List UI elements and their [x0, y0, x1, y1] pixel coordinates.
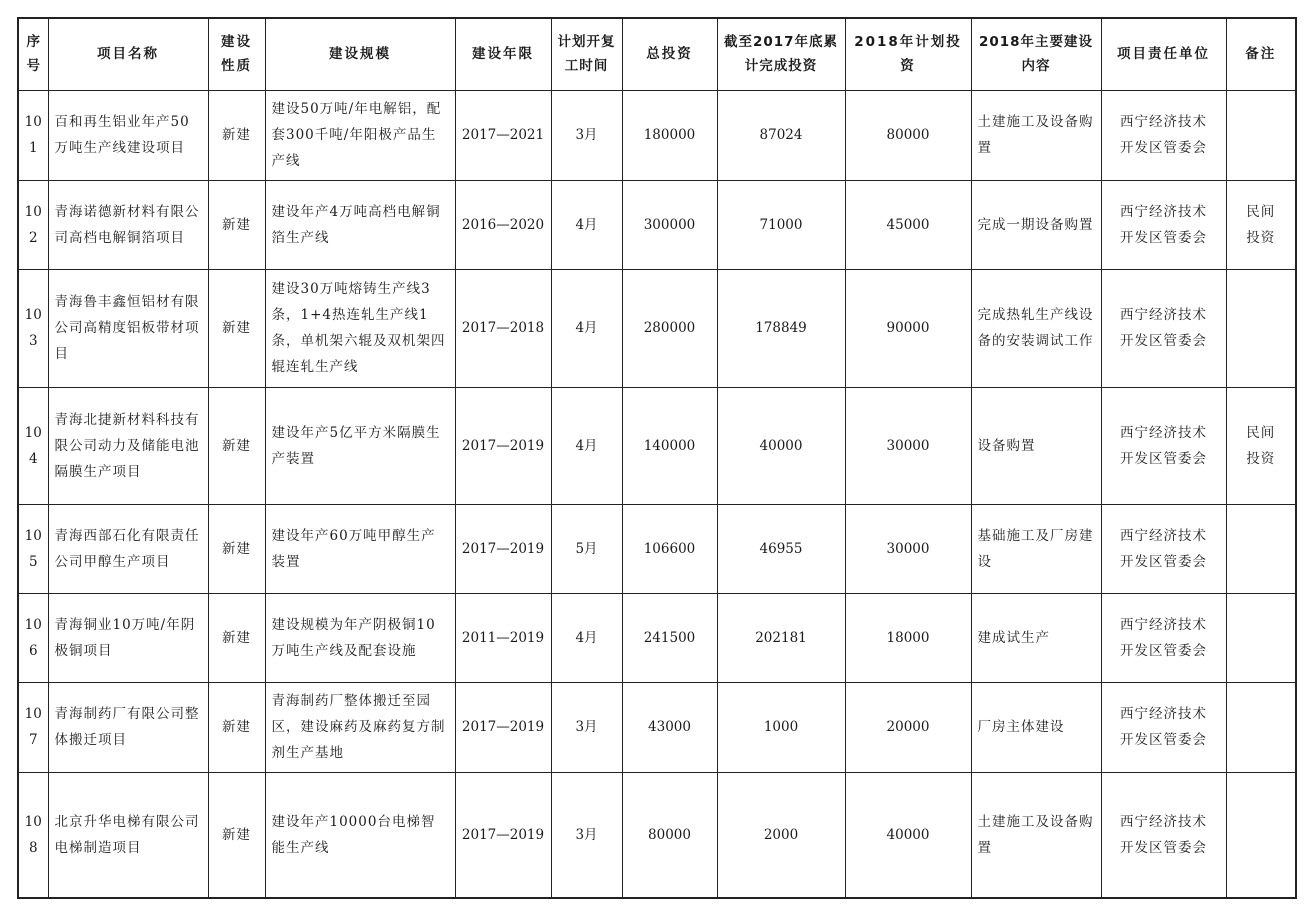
- scale-cell: 建设年产60万吨甲醇生产装置: [265, 504, 455, 593]
- scale-cell: 建设年产10000台电梯智能生产线: [265, 772, 455, 898]
- name-cell: 百和再生铝业年产50万吨生产线建设项目: [48, 90, 208, 180]
- nature-cell: 新建: [208, 504, 265, 593]
- years-cell: 2017—2019: [455, 772, 551, 898]
- scale-cell: 建设30万吨熔铸生产线3条，1+4热连轧生产线1条，单机架六辊及双机架四辊连轧生产线: [265, 269, 455, 387]
- cumulative-cell: 178849: [717, 269, 845, 387]
- years-cell: 2016—2020: [455, 180, 551, 269]
- header-total: 总投资: [622, 18, 717, 90]
- plan-cell: 30000: [845, 387, 971, 504]
- total-cell: 300000: [622, 180, 717, 269]
- header-remark: 备注: [1226, 18, 1296, 90]
- nature-cell: 新建: [208, 90, 265, 180]
- unit-cell: 西宁经济技术开发区管委会: [1101, 269, 1226, 387]
- years-cell: 2017—2019: [455, 504, 551, 593]
- name-cell: 青海鲁丰鑫恒铝材有限公司高精度铝板带材项目: [48, 269, 208, 387]
- years-cell: 2017—2018: [455, 269, 551, 387]
- name-cell: 青海诺德新材料有限公司高档电解铜箔项目: [48, 180, 208, 269]
- unit-cell: 西宁经济技术开发区管委会: [1101, 90, 1226, 180]
- header-plan: 2018年计划投资: [845, 18, 971, 90]
- scale-cell: 青海制药厂整体搬迁至园区，建设麻药及麻药复方制剂生产基地: [265, 682, 455, 772]
- years-cell: 2017—2021: [455, 90, 551, 180]
- table-row: [18, 772, 1296, 898]
- cumulative-cell: 71000: [717, 180, 845, 269]
- unit-cell: 西宁经济技术开发区管委会: [1101, 593, 1226, 682]
- header-cumulative: 截至2017年底累计完成投资: [717, 18, 845, 90]
- nature-cell: 新建: [208, 269, 265, 387]
- header-nature: 建设性质: [208, 18, 265, 90]
- years-cell: 2017—2019: [455, 682, 551, 772]
- header-content: 2018年主要建设内容: [971, 18, 1101, 90]
- header-seq: 序号: [18, 18, 48, 90]
- years-cell: 2017—2019: [455, 387, 551, 504]
- content-cell: 土建施工及设备购置: [971, 90, 1101, 180]
- remark-cell: [1226, 593, 1296, 682]
- remark-cell: [1226, 772, 1296, 898]
- table-row: [18, 504, 1296, 593]
- header-row: [18, 18, 1296, 90]
- scale-cell: 建设年产4万吨高档电解铜箔生产线: [265, 180, 455, 269]
- years-cell: 2011—2019: [455, 593, 551, 682]
- name-cell: 青海北捷新材料科技有限公司动力及储能电池隔膜生产项目: [48, 387, 208, 504]
- table-row: [18, 269, 1296, 387]
- header-unit: 项目责任单位: [1101, 18, 1226, 90]
- content-cell: 完成一期设备购置: [971, 180, 1101, 269]
- plan-cell: 45000: [845, 180, 971, 269]
- plan-cell: 30000: [845, 504, 971, 593]
- start-cell: 4月: [551, 269, 622, 387]
- cumulative-cell: 1000: [717, 682, 845, 772]
- table-row: [18, 682, 1296, 772]
- total-cell: 80000: [622, 772, 717, 898]
- nature-cell: 新建: [208, 682, 265, 772]
- start-cell: 3月: [551, 90, 622, 180]
- start-cell: 4月: [551, 180, 622, 269]
- seq-cell: 103: [18, 269, 48, 387]
- start-cell: 3月: [551, 772, 622, 898]
- content-cell: 土建施工及设备购置: [971, 772, 1101, 898]
- plan-cell: 40000: [845, 772, 971, 898]
- cumulative-cell: 2000: [717, 772, 845, 898]
- plan-cell: 80000: [845, 90, 971, 180]
- unit-cell: 西宁经济技术开发区管委会: [1101, 682, 1226, 772]
- plan-cell: 90000: [845, 269, 971, 387]
- start-cell: 3月: [551, 682, 622, 772]
- nature-cell: 新建: [208, 593, 265, 682]
- scale-cell: 建设规模为年产阴极铜10万吨生产线及配套设施: [265, 593, 455, 682]
- header-scale: 建设规模: [265, 18, 455, 90]
- scale-cell: 建设年产5亿平方米隔膜生产装置: [265, 387, 455, 504]
- cumulative-cell: 202181: [717, 593, 845, 682]
- content-cell: 厂房主体建设: [971, 682, 1101, 772]
- seq-cell: 101: [18, 90, 48, 180]
- plan-cell: 20000: [845, 682, 971, 772]
- name-cell: 北京升华电梯有限公司电梯制造项目: [48, 772, 208, 898]
- content-cell: 完成热轧生产线设备的安装调试工作: [971, 269, 1101, 387]
- remark-cell: 民间投资: [1226, 180, 1296, 269]
- total-cell: 280000: [622, 269, 717, 387]
- total-cell: 180000: [622, 90, 717, 180]
- remark-cell: [1226, 269, 1296, 387]
- header-years: 建设年限: [455, 18, 551, 90]
- nature-cell: 新建: [208, 772, 265, 898]
- remark-cell: 民间投资: [1226, 387, 1296, 504]
- name-cell: 青海铜业10万吨/年阴极铜项目: [48, 593, 208, 682]
- start-cell: 5月: [551, 504, 622, 593]
- seq-cell: 104: [18, 387, 48, 504]
- unit-cell: 西宁经济技术开发区管委会: [1101, 387, 1226, 504]
- plan-cell: 18000: [845, 593, 971, 682]
- scale-cell: 建设50万吨/年电解铝，配套300千吨/年阳极产品生产线: [265, 90, 455, 180]
- table-body: [18, 90, 1296, 898]
- table-row: [18, 593, 1296, 682]
- seq-cell: 106: [18, 593, 48, 682]
- header-start: 计划开复工时间: [551, 18, 622, 90]
- total-cell: 241500: [622, 593, 717, 682]
- content-cell: 基础施工及厂房建设: [971, 504, 1101, 593]
- nature-cell: 新建: [208, 180, 265, 269]
- start-cell: 4月: [551, 387, 622, 504]
- seq-cell: 107: [18, 682, 48, 772]
- remark-cell: [1226, 90, 1296, 180]
- total-cell: 43000: [622, 682, 717, 772]
- total-cell: 140000: [622, 387, 717, 504]
- cumulative-cell: 40000: [717, 387, 845, 504]
- name-cell: 青海制药厂有限公司整体搬迁项目: [48, 682, 208, 772]
- content-cell: 建成试生产: [971, 593, 1101, 682]
- remark-cell: [1226, 504, 1296, 593]
- unit-cell: 西宁经济技术开发区管委会: [1101, 504, 1226, 593]
- start-cell: 4月: [551, 593, 622, 682]
- nature-cell: 新建: [208, 387, 265, 504]
- header-name: 项目名称: [48, 18, 208, 90]
- total-cell: 106600: [622, 504, 717, 593]
- table-row: [18, 90, 1296, 180]
- seq-cell: 108: [18, 772, 48, 898]
- seq-cell: 102: [18, 180, 48, 269]
- table-row: [18, 180, 1296, 269]
- name-cell: 青海西部石化有限责任公司甲醇生产项目: [48, 504, 208, 593]
- project-table: [17, 17, 1297, 899]
- cumulative-cell: 46955: [717, 504, 845, 593]
- cumulative-cell: 87024: [717, 90, 845, 180]
- unit-cell: 西宁经济技术开发区管委会: [1101, 180, 1226, 269]
- seq-cell: 105: [18, 504, 48, 593]
- table-row: [18, 387, 1296, 504]
- content-cell: 设备购置: [971, 387, 1101, 504]
- unit-cell: 西宁经济技术开发区管委会: [1101, 772, 1226, 898]
- remark-cell: [1226, 682, 1296, 772]
